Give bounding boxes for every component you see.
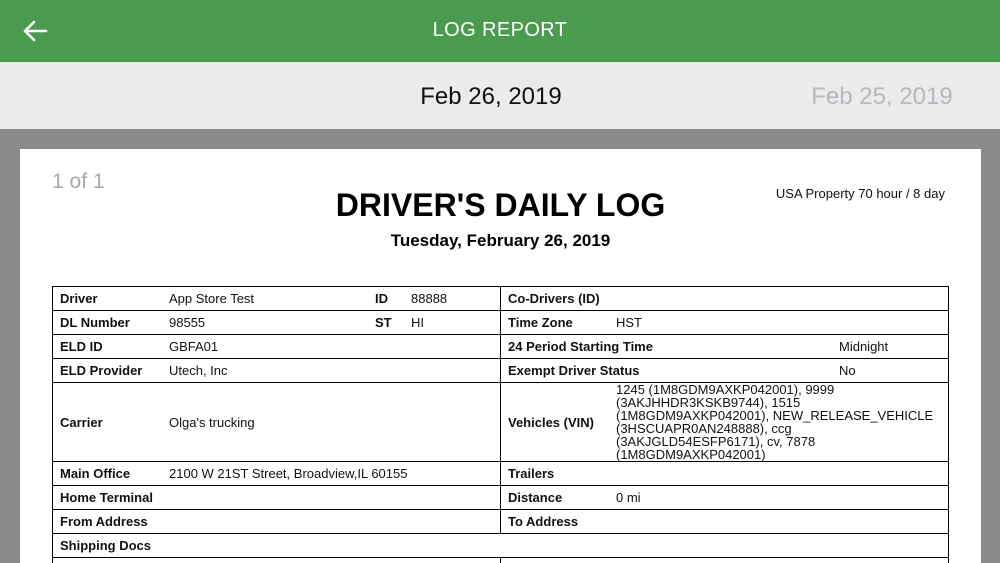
carrier-label: Carrier [60, 414, 103, 430]
id-value: 88888 [411, 291, 448, 306]
home-terminal-label: Home Terminal [60, 490, 153, 505]
page-title: LOG REPORT [432, 19, 568, 41]
shipping-docs-label: Shipping Docs [60, 538, 151, 553]
rule-set: USA Property 70 hour / 8 day [775, 186, 945, 201]
main-office-label: Main Office [60, 466, 131, 481]
timezone-label: Time Zone [508, 315, 573, 330]
driver-label: Driver [60, 291, 98, 306]
table-row [53, 287, 949, 311]
eld-provider-label: ELD Provider [60, 363, 143, 378]
table-row [53, 534, 949, 558]
page-count: 1 of 1 [52, 170, 105, 193]
eld-id-value: GBFA01 [169, 339, 219, 354]
vehicles-label: Vehicles (VIN) [508, 414, 594, 430]
table-row [53, 311, 949, 335]
carrier-value: Olga's trucking [169, 414, 255, 430]
exempt-label: Exempt Driver Status [508, 363, 640, 378]
current-date[interactable]: Feb 26, 2019 [420, 83, 562, 110]
codrivers-label: Co-Drivers (ID) [508, 291, 600, 306]
table-row [53, 510, 949, 534]
table-row [53, 558, 949, 563]
from-address-label: From Address [60, 514, 148, 529]
eld-provider-value: Utech, Inc [169, 363, 228, 378]
state-value: HI [411, 315, 424, 330]
period-value: Midnight [839, 339, 889, 354]
table-row [53, 359, 949, 383]
dl-number-value: 98555 [169, 315, 206, 330]
dl-number-label: DL Number [60, 315, 130, 330]
to-address-label: To Address [508, 514, 579, 529]
main-office-value: 2100 W 21ST Street, Broadview,IL 60155 [169, 466, 408, 481]
distance-label: Distance [508, 490, 563, 505]
app-bar [0, 0, 1000, 62]
date-selector [0, 62, 1000, 129]
vehicles-value: 1245 (1M8GDM9AXKP042001), 9999 (3AKJHHDR3KSKB9744), 1515 (1M8GDM9AXKP042001), NEW_RELEASE_VEHICLE (3HSCUAPR0AN248888), ccg (3AKJGLD54ESFP6171), cv, 7878 (1M8GDM9AXKP042001) [616, 382, 934, 462]
log-table [52, 286, 949, 563]
eld-id-label: ELD ID [60, 339, 103, 354]
period-label: 24 Period Starting Time [508, 339, 653, 354]
id-label: ID [375, 291, 388, 306]
distance-value: 0 mi [616, 490, 641, 505]
state-label: ST [375, 315, 392, 330]
timezone-value: HST [616, 315, 642, 330]
previous-date[interactable]: Feb 25, 2019 [811, 83, 953, 110]
trailers-label: Trailers [508, 466, 555, 481]
table-row [53, 486, 949, 510]
table-row [53, 462, 949, 486]
document-date: Tuesday, February 26, 2019 [390, 231, 611, 250]
exempt-value: No [839, 363, 856, 378]
table-row [53, 383, 949, 462]
driver-value: App Store Test [169, 291, 255, 306]
table-row [53, 335, 949, 359]
log-sheet [20, 149, 981, 563]
document-title: DRIVER'S DAILY LOG [335, 187, 666, 223]
